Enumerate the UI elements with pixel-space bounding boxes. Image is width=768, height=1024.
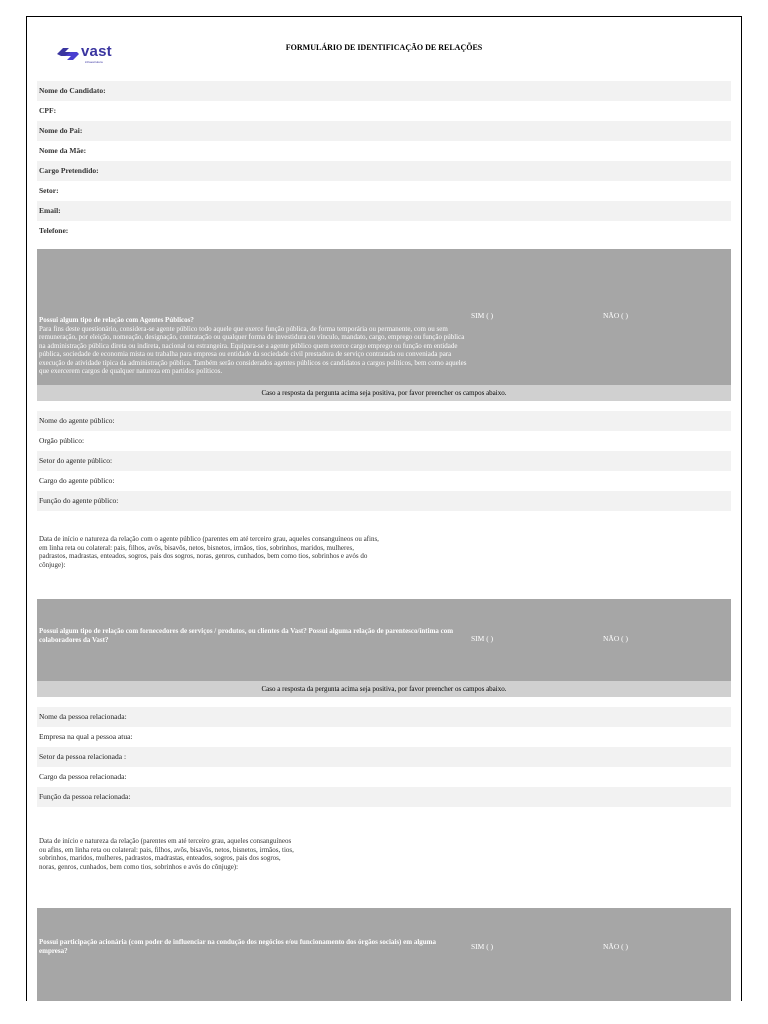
nao-checkbox[interactable]: NÃO ( ) <box>603 634 628 643</box>
field-setor[interactable]: Setor: <box>37 181 731 201</box>
form-header <box>27 17 741 79</box>
instruction-note: Caso a resposta da pergunta acima seja positiva, por favor preencher os campos abaixo. <box>37 385 731 401</box>
sim-checkbox[interactable]: SIM ( ) <box>471 942 494 951</box>
field-orgao-publico[interactable]: Orgão público: <box>37 431 731 451</box>
field-cargo-pessoa[interactable]: Cargo da pessoa relacionada: <box>37 767 731 787</box>
sim-checkbox[interactable]: SIM ( ) <box>471 311 494 320</box>
sim-checkbox[interactable]: SIM ( ) <box>471 634 494 643</box>
field-setor-agente[interactable]: Setor do agente público: <box>37 451 731 471</box>
question-text <box>39 316 469 376</box>
logo-text: vast <box>81 43 112 60</box>
field-funcao-agente[interactable]: Função do agente público: <box>37 491 731 511</box>
nao-checkbox[interactable]: NÃO ( ) <box>603 311 628 320</box>
field-nome-pai[interactable]: Nome do Pai: <box>37 121 731 141</box>
nao-checkbox[interactable]: NÃO ( ) <box>603 942 628 951</box>
question-body: Para fins deste questionário, considera-se agente público todo aquele que exerce função pública, de forma temporária ou permanente, com ou sem remuneração, por eleição, nomeação, designação, contratação ou qualquer forma de investidura ou vínculo, mandato, cargo, emprego ou função pública na administração pública direta ou indireta, nacional ou estrangeira. Equipara-se a agente público quem exerce cargo emprego ou função em entidade pública, sociedade de economia mista ou trabalha para empresa ou entidade da sociedade civil prestadora de serviço contratada ou conveniada para execução de atividade típica da administração pública. Também serão considerados agentes públicos os candidatos a cargos políticos, bem como aqueles que exercerem cargos de qualquer natureza em partidos políticos. <box>39 324 467 375</box>
question-fornecedores <box>37 599 731 681</box>
field-nome-pessoa[interactable]: Nome da pessoa relacionada: <box>37 707 731 727</box>
field-empresa-pessoa[interactable]: Empresa na qual a pessoa atua: <box>37 727 731 747</box>
field-email[interactable]: Email: <box>37 201 731 221</box>
question-title: Possui algum tipo de relação com fornecedores de serviços / produtos, ou clientes da Vast? Possui alguma relação de parentesco/íntima com colaboradores da Vast? <box>39 627 454 644</box>
field-setor-pessoa[interactable]: Setor da pessoa relacionada : <box>37 747 731 767</box>
field-nome-mae[interactable]: Nome da Mãe: <box>37 141 731 161</box>
field-cpf[interactable]: CPF: <box>37 101 731 121</box>
field-data-natureza-relacao[interactable]: Data de início e natureza da relação (parentes em até terceiro grau, aqueles consanguíneos ou afins, em linha reta ou colateral: pais, filhos, avôs, bisavôs, netos, bisnetos, irmãos, tios, sobrinhos, maridos, mulheres, padrastos, madrastas, enteados, sogros, pais dos sogros, noras, genros, cunhados, bem como tios, sobrinhos e avós do cônjuge): <box>39 837 294 871</box>
field-nome-agente[interactable]: Nome do agente público: <box>37 411 731 431</box>
logo-subtext: infraestrutura <box>85 60 103 64</box>
field-funcao-pessoa[interactable]: Função da pessoa relacionada: <box>37 787 731 807</box>
form-title: FORMULÁRIO DE IDENTIFICAÇÃO DE RELAÇÕES <box>285 43 483 52</box>
field-cargo-pretendido[interactable]: Cargo Pretendido: <box>37 161 731 181</box>
question-agentes-publicos <box>37 249 731 385</box>
question-title: Possui participação acionária (com poder de influenciar na condução dos negócios e/ou funcionamento dos órgãos sociais) em alguma empresa? <box>39 938 436 955</box>
field-telefone[interactable]: Telefone: <box>37 221 731 241</box>
field-data-natureza-agente[interactable]: Data de início e natureza da relação com o agente público (parentes em até terceiro grau, aqueles consanguíneos ou afins, em linha reta ou colateral: pais, filhos, avôs, bisavôs, netos, bisnetos, irmãos, tios, sobrinhos, maridos, mulheres, padrastos, madrastas, enteados, sogros, pais dos sogros, noras, genros, cunhados, bem como tios, sobrinhos e avós do cônjuge): <box>39 535 379 569</box>
instruction-note: Caso a resposta da pergunta acima seja positiva, por favor preencher os campos abaixo. <box>37 681 731 697</box>
question-participacao-acionaria <box>37 908 731 1001</box>
field-nome-candidato[interactable]: Nome do Candidato: <box>37 81 731 101</box>
question-title: Possui algum tipo de relação com Agentes Públicos? <box>39 316 194 324</box>
field-cargo-agente[interactable]: Cargo do agente público: <box>37 471 731 491</box>
form-page <box>26 16 742 1001</box>
